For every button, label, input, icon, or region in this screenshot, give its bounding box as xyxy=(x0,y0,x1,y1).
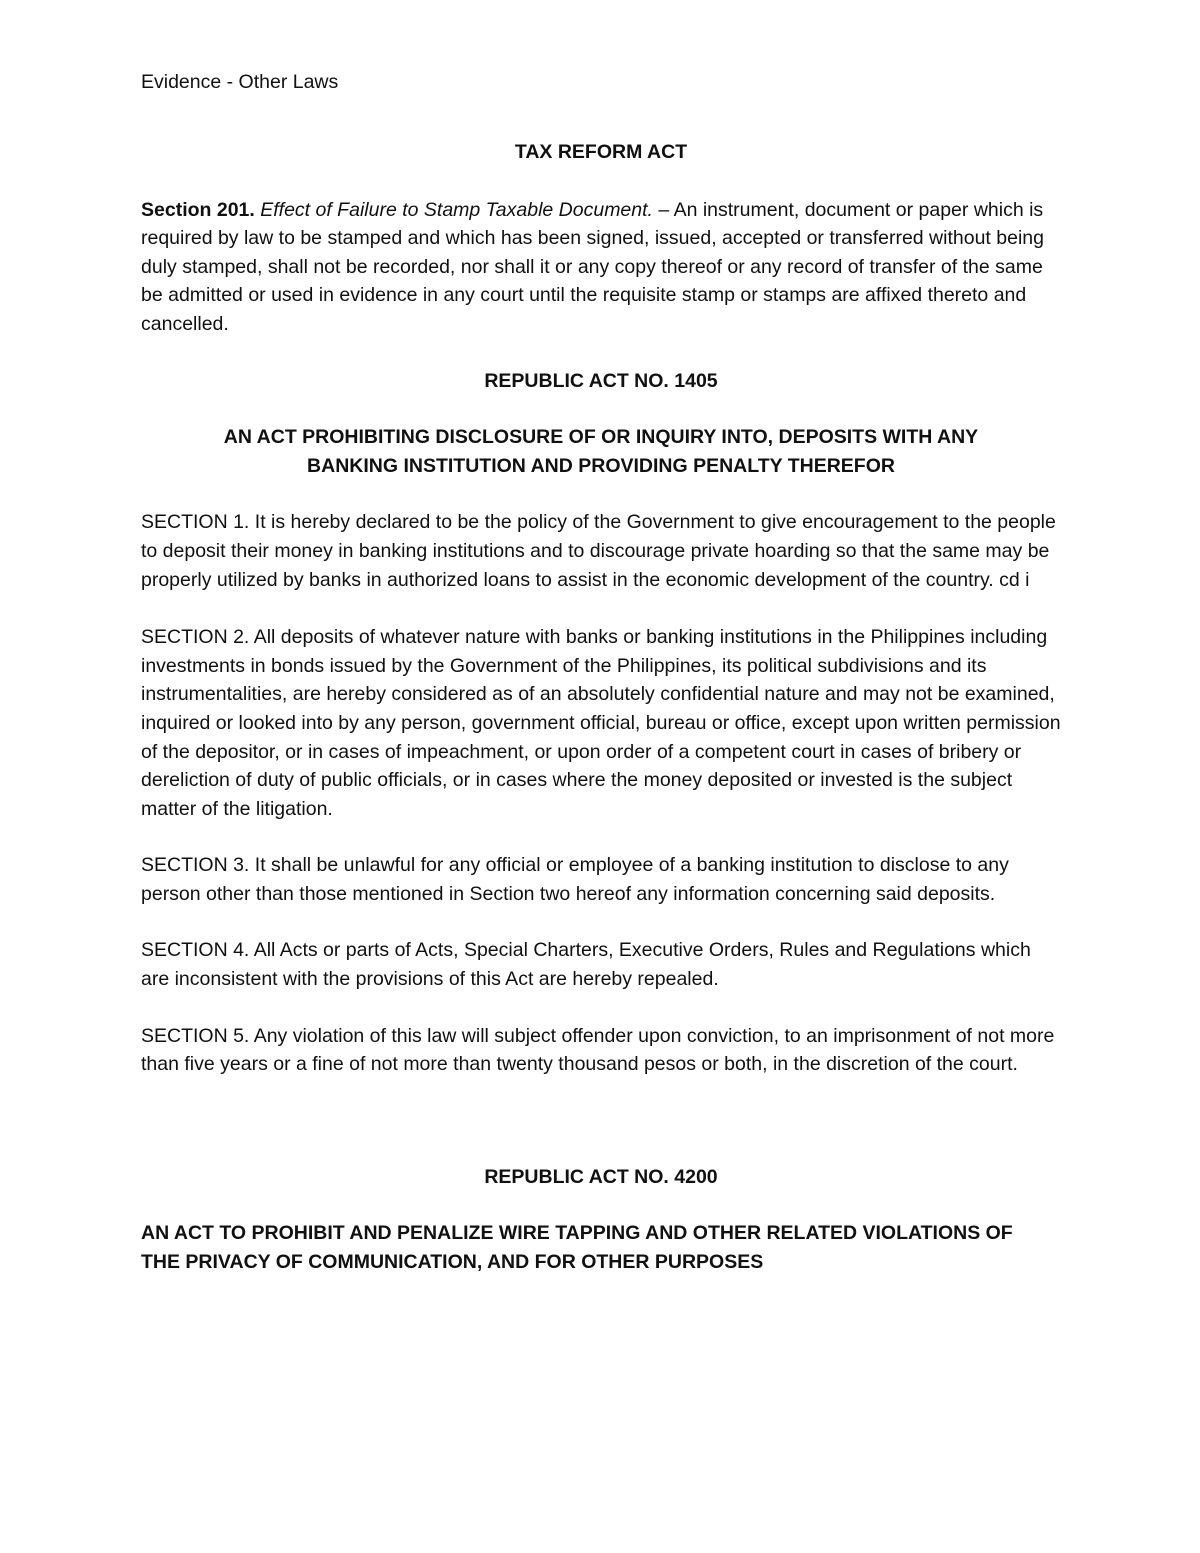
ra-1405-section-5: SECTION 5. Any violation of this law will subject offender upon conviction, to an imprisonment of not more than five years or a fine of not more than twenty thousand pesos or both, in the discretion of the court. xyxy=(141,1024,1055,1076)
ra-1405-section-3: SECTION 3. It shall be unlawful for any official or employee of a banking institution to disclose to any person other than those mentioned in Section two hereof any information concerning said deposits. xyxy=(141,854,1009,905)
section-201-text: – An instrument, document or paper which is required by law to be stamped and which has been signed, issued, accepted or transferred without being duly stamped, shall not be recorded, nor shall it or any copy thereof or any record of transfer of the same be admitted or used in evidence in any court until the requisite stamp or stamps are affixed thereto and cancelled. xyxy=(141,198,1044,335)
ra-4200-title: REPUBLIC ACT NO. 4200 xyxy=(484,1165,718,1188)
ra-1405-act-title: AN ACT PROHIBITING DISCLOSURE OF OR INQUIRY INTO, DEPOSITS WITH ANY BANKING INSTITUTION AND PROVIDING PENALTY THEREFOR xyxy=(223,426,979,477)
running-header: Evidence - Other Laws xyxy=(141,71,339,93)
section-201-paragraph xyxy=(141,196,1061,339)
document-page xyxy=(141,68,1061,1277)
ra-4200-act-title: AN ACT TO PROHIBIT AND PENALIZE WIRE TAPPING AND OTHER RELATED VIOLATIONS OF THE PRIVACY OF COMMUNICATION, AND FOR OTHER PURPOSES xyxy=(141,1222,1013,1274)
ra-1405-section-2: SECTION 2. All deposits of whatever nature with banks or banking institutions in the Philippines including investments in bonds issued by the Government of the Philippines, its political subdivisions and its instrumentalities, are hereby considered as of an absolutely confidential nature and may not be examined, inquired or looked into by any person, government official, bureau or office, except upon written permission of the depositor, or in cases of impeachment, or upon order of a competent court in cases of bribery or dereliction of duty of public officials, or in cases where the money deposited or invested is the subject matter of the litigation. xyxy=(141,626,1061,820)
ra-1405-section-1: SECTION 1. It is hereby declared to be the policy of the Government to give encouragement to the people to deposit their money in banking institutions and to discourage private hoarding so that the same may be properly utilized by banks in authorized loans to assist in the economic development of the country. cd i xyxy=(141,511,1056,591)
section-201-label: Section 201. xyxy=(141,198,255,221)
section-201-heading: Effect of Failure to Stamp Taxable Document. xyxy=(260,198,653,221)
ra-1405-title: REPUBLIC ACT NO. 1405 xyxy=(484,369,718,392)
ra-1405-section-4: SECTION 4. All Acts or parts of Acts, Special Charters, Executive Orders, Rules and Regulations which are inconsistent with the provisions of this Act are hereby repealed. xyxy=(141,939,1031,991)
tax-reform-act-title: TAX REFORM ACT xyxy=(514,141,688,163)
